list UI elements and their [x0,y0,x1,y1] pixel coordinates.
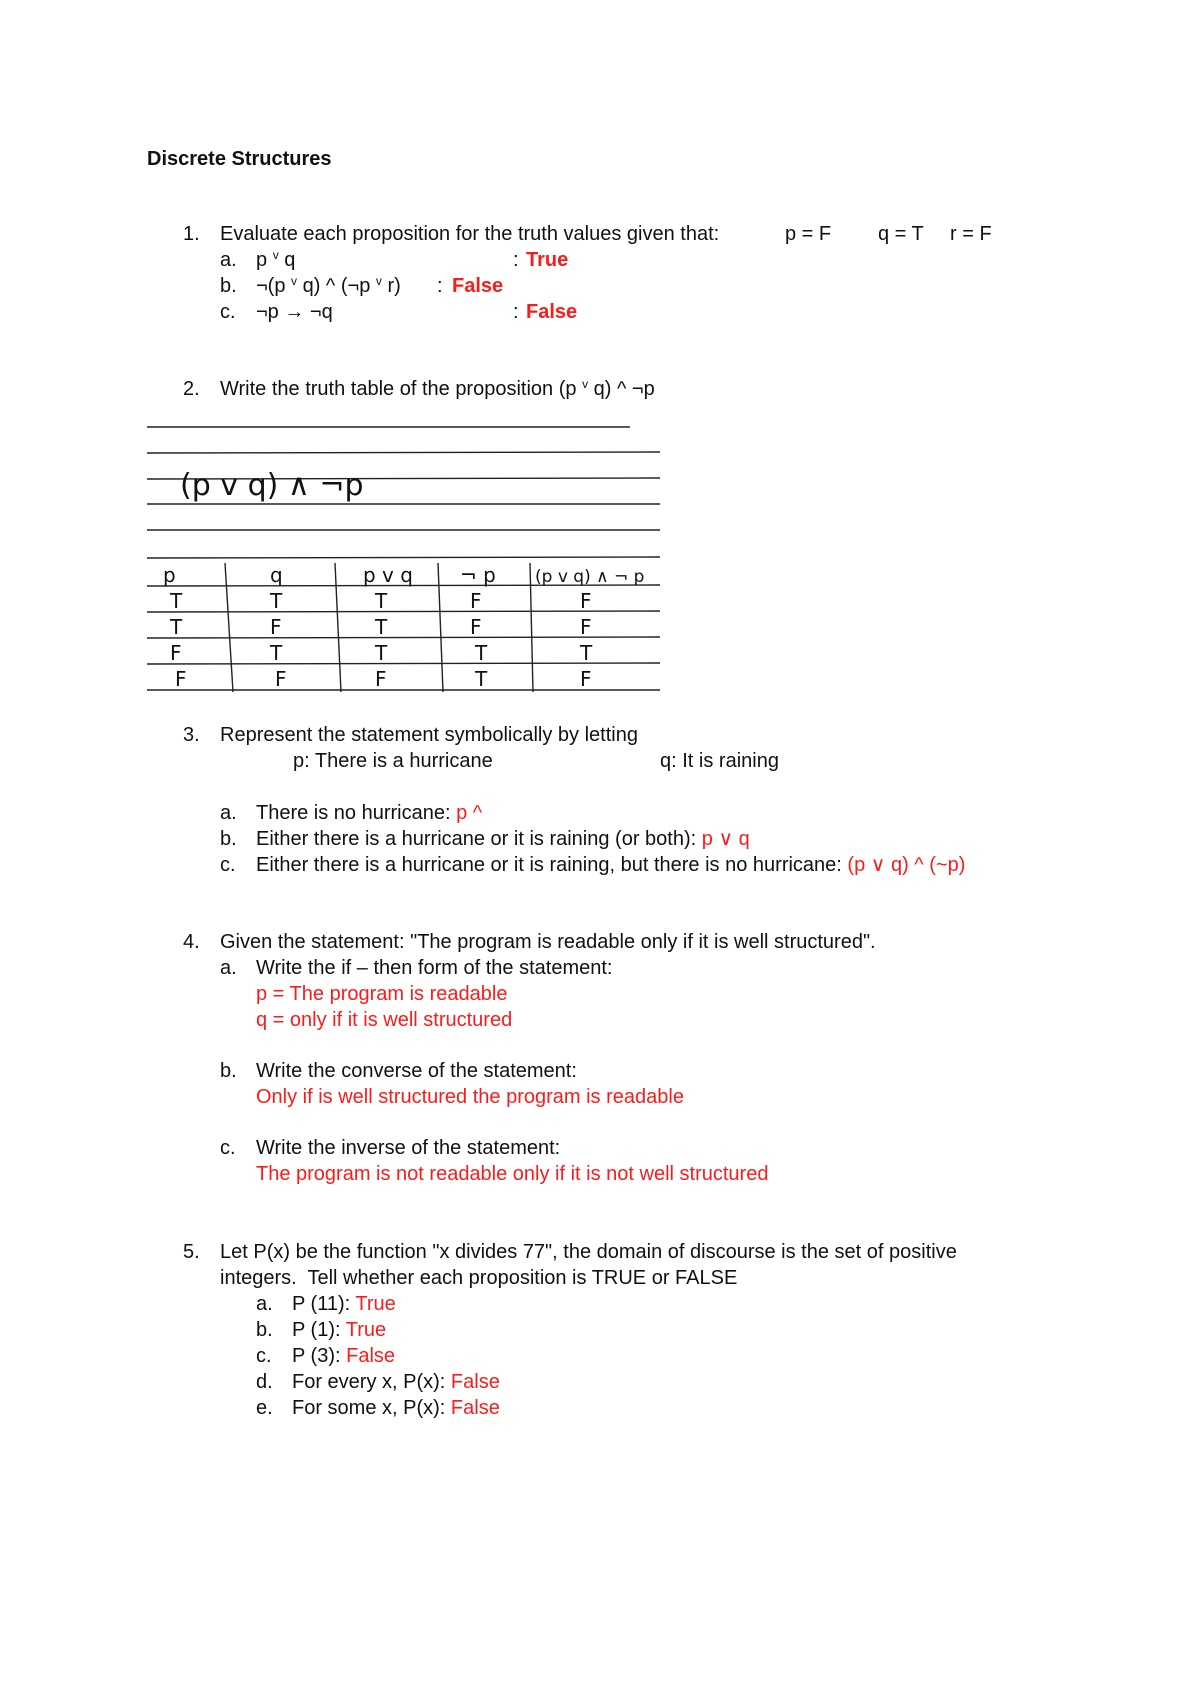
hw-header: p [163,563,176,587]
q1a-answer: True [526,249,569,271]
q4a-letter: a. [220,957,237,979]
q1c-letter: c. [220,301,236,323]
q5e-text: For some x, P(x): False [292,1397,500,1419]
q5d-text: For every x, P(x): False [292,1371,500,1393]
hw-cell: F [270,615,282,639]
q1a-letter: a. [220,249,237,271]
q3-q-definition: q: It is raining [660,750,779,772]
q3-number: 3. [183,724,200,746]
q1a-expression: p $^v$ q [256,248,296,271]
q1a-colon: : [513,249,519,271]
q5d-answer: False [450,1371,500,1393]
hw-cell: T [270,641,283,665]
q5a-answer: True [355,1293,396,1315]
hw-cell: F [170,641,182,665]
q1c-answer: False [526,301,578,323]
handwritten-truth-table [145,420,665,705]
q5c-letter: c. [256,1345,272,1367]
q2-number: 2. [183,378,200,400]
q1b-expression: ¬(p $^v$ q) ^ (¬p $^v$ r) [256,274,401,297]
q3c-answer: (p ∨ q) ^ (~p) [847,854,966,876]
q1b-colon: : [437,275,443,297]
q3-prompt: Represent the statement symbolically by letting [220,724,638,746]
q4b-letter: b. [220,1060,237,1082]
q4a-answer-2: q = only if it is well structured [256,1009,513,1031]
q3a-answer: p ^ [456,802,483,824]
hw-cell: F [470,615,482,639]
q5e-answer: False [450,1397,500,1419]
q3b-letter: b. [220,828,237,850]
q5a-letter: a. [256,1293,273,1315]
q4-prompt: Given the statement: "The program is readable only if it is well structured". [220,931,876,953]
q4b-answer: Only if is well structured the program is readable [256,1086,684,1108]
hw-cell: F [375,667,387,691]
page-title: Discrete Structures [147,148,332,170]
q1c-expression: ¬p → ¬q [256,301,333,323]
hw-cell: T [375,615,388,639]
hw-cell: T [375,589,388,613]
q5b-letter: b. [256,1319,273,1341]
q5a-text: P (11): True [292,1293,396,1315]
hw-cell: F [580,615,592,639]
q5-prompt-line-2: integers. Tell whether each proposition is TRUE or FALSE [220,1267,738,1289]
q3c-text: Either there is a hurricane or it is raining, but there is no hurricane: (p ∨ q) ^ (~p) [256,854,966,876]
q5-number: 5. [183,1241,200,1263]
q3b-text: Either there is a hurricane or it is raining (or both): p ∨ q [256,828,750,850]
q3-p-definition: p: There is a hurricane [293,750,493,772]
hw-cell: T [580,641,593,665]
q1-number: 1. [183,223,200,245]
q3c-letter: c. [220,854,236,876]
q4-number: 4. [183,931,200,953]
hw-cell: T [475,641,488,665]
q1-given-q: q = T [878,223,924,245]
q1b-answer: False [452,275,504,297]
q3b-answer: p ∨ q [701,828,750,850]
hw-cell: F [580,667,592,691]
q2-prompt: Write the truth table of the proposition (p $^v$ q) ^ ¬p [220,377,655,400]
q5-prompt-line-1: Let P(x) be the function "x divides 77", the domain of discourse is the set of positive [220,1241,957,1263]
q5e-letter: e. [256,1397,273,1419]
handwritten-heading: (p v q) ∧ ¬p [180,468,364,503]
hw-header: q [270,563,283,587]
q3a-letter: a. [220,802,237,824]
q3a-text: There is no hurricane: p ^ [256,802,483,824]
q1-given-r: r = F [950,223,992,245]
hw-cell: F [470,589,482,613]
q4b-text: Write the converse of the statement: [256,1060,577,1082]
q5b-text: P (1): True [292,1319,387,1341]
hw-header: ¬ p [460,563,496,587]
q4c-text: Write the inverse of the statement: [256,1137,561,1159]
q5c-text: P (3): False [292,1345,396,1367]
hw-cell: T [375,641,388,665]
hw-cell: T [475,667,488,691]
q5b-answer: True [345,1319,387,1341]
q4a-answer-1: p = The program is readable [256,983,508,1005]
hw-cell: T [270,589,283,613]
hw-header: p v q [363,563,413,587]
q5c-answer: False [346,1345,396,1367]
hw-cell: F [275,667,287,691]
q1-given-p: p = F [785,223,832,245]
q4a-text: Write the if – then form of the statement: [256,957,613,979]
q4c-answer: The program is not readable only if it is not well structured [256,1163,769,1185]
q4c-letter: c. [220,1137,236,1159]
hw-header: (p v q) ∧ ¬ p [535,567,645,587]
q1b-letter: b. [220,275,237,297]
hw-cell: T [170,589,183,613]
q1-prompt: Evaluate each proposition for the truth values given that: [220,223,720,245]
hw-cell: F [175,667,187,691]
q5d-letter: d. [256,1371,273,1393]
hw-cell: F [580,589,592,613]
q1c-colon: : [513,301,519,323]
hw-cell: T [170,615,183,639]
